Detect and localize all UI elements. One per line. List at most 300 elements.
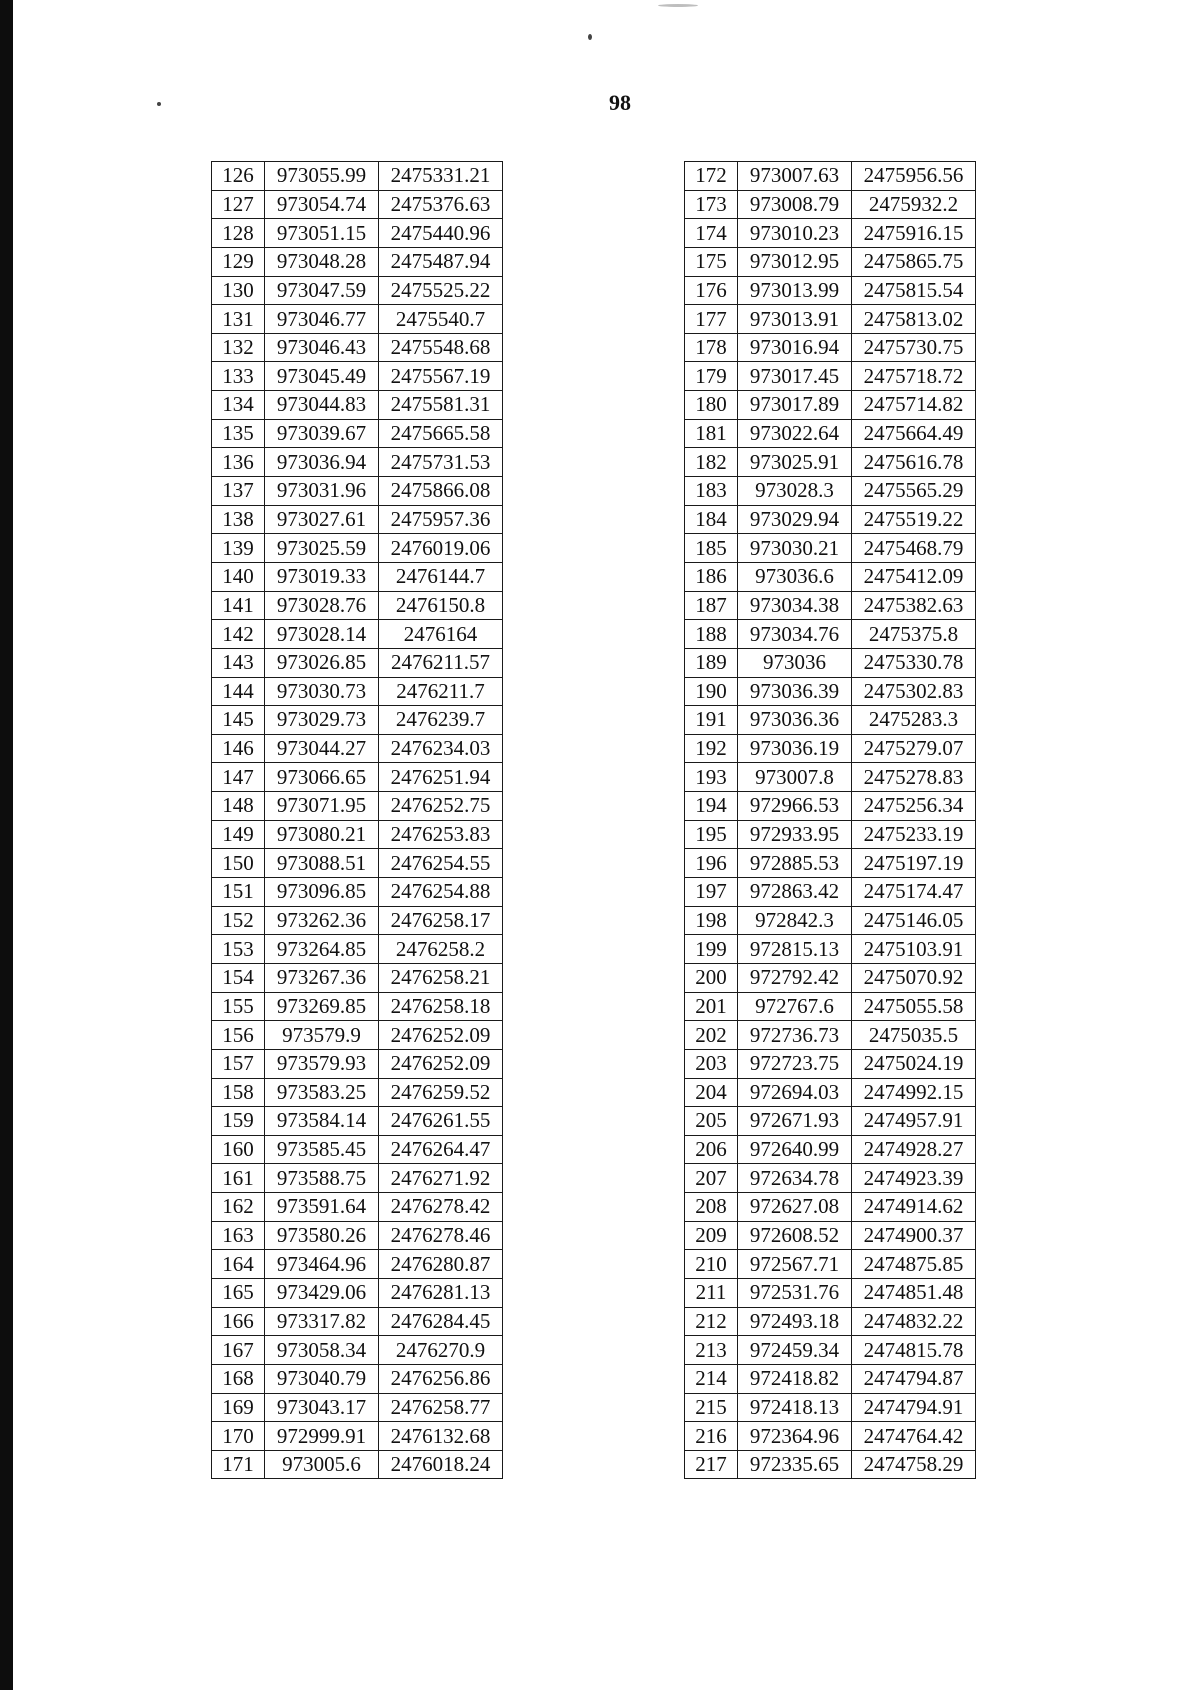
table-row <box>685 820 976 849</box>
point-number-cell: 150 <box>212 849 265 878</box>
y-coordinate-cell: 2475146.05 <box>852 906 976 935</box>
x-coordinate-cell: 973036.39 <box>738 677 852 706</box>
y-coordinate-cell: 2474923.39 <box>852 1164 976 1193</box>
y-coordinate-cell: 2476164 <box>379 620 503 649</box>
point-number-cell: 212 <box>685 1307 738 1336</box>
x-coordinate-cell: 972567.71 <box>738 1250 852 1279</box>
point-number-cell: 208 <box>685 1193 738 1222</box>
point-number-cell: 172 <box>685 162 738 191</box>
table-row <box>685 591 976 620</box>
x-coordinate-cell: 973044.83 <box>265 391 379 420</box>
table-row <box>212 562 503 591</box>
point-number-cell: 157 <box>212 1049 265 1078</box>
coordinates-table-body <box>685 162 976 1479</box>
y-coordinate-cell: 2476271.92 <box>379 1164 503 1193</box>
y-coordinate-cell: 2476132.68 <box>379 1422 503 1451</box>
y-coordinate-cell: 2476281.13 <box>379 1278 503 1307</box>
point-number-cell: 203 <box>685 1049 738 1078</box>
point-number-cell: 163 <box>212 1221 265 1250</box>
point-number-cell: 186 <box>685 562 738 591</box>
table-row <box>212 734 503 763</box>
table-row <box>685 1107 976 1136</box>
point-number-cell: 185 <box>685 534 738 563</box>
table-row <box>685 190 976 219</box>
x-coordinate-cell: 973071.95 <box>265 792 379 821</box>
x-coordinate-cell: 973058.34 <box>265 1336 379 1365</box>
y-coordinate-cell: 2476264.47 <box>379 1135 503 1164</box>
point-number-cell: 154 <box>212 963 265 992</box>
x-coordinate-cell: 973019.33 <box>265 562 379 591</box>
x-coordinate-cell: 973036.36 <box>738 706 852 735</box>
table-row <box>212 763 503 792</box>
table-row <box>212 448 503 477</box>
table-row <box>212 534 503 563</box>
table-row <box>685 219 976 248</box>
point-number-cell: 188 <box>685 620 738 649</box>
y-coordinate-cell: 2476278.46 <box>379 1221 503 1250</box>
point-number-cell: 176 <box>685 276 738 305</box>
table-row <box>212 333 503 362</box>
x-coordinate-cell: 973055.99 <box>265 162 379 191</box>
point-number-cell: 149 <box>212 820 265 849</box>
x-coordinate-cell: 973022.64 <box>738 419 852 448</box>
y-coordinate-cell: 2475302.83 <box>852 677 976 706</box>
y-coordinate-cell: 2475581.31 <box>379 391 503 420</box>
point-number-cell: 214 <box>685 1364 738 1393</box>
x-coordinate-cell: 973012.95 <box>738 247 852 276</box>
x-coordinate-cell: 973585.45 <box>265 1135 379 1164</box>
point-number-cell: 207 <box>685 1164 738 1193</box>
table-row <box>685 1393 976 1422</box>
x-coordinate-cell: 972694.03 <box>738 1078 852 1107</box>
point-number-cell: 179 <box>685 362 738 391</box>
point-number-cell: 201 <box>685 992 738 1021</box>
y-coordinate-cell: 2476211.7 <box>379 677 503 706</box>
point-number-cell: 143 <box>212 648 265 677</box>
point-number-cell: 164 <box>212 1250 265 1279</box>
table-row <box>212 1422 503 1451</box>
table-row <box>212 878 503 907</box>
point-number-cell: 145 <box>212 706 265 735</box>
point-number-cell: 132 <box>212 333 265 362</box>
table-row <box>212 792 503 821</box>
point-number-cell: 175 <box>685 247 738 276</box>
x-coordinate-cell: 973013.99 <box>738 276 852 305</box>
x-coordinate-cell: 973036.19 <box>738 734 852 763</box>
table-row <box>685 706 976 735</box>
y-coordinate-cell: 2476258.18 <box>379 992 503 1021</box>
point-number-cell: 202 <box>685 1021 738 1050</box>
point-number-cell: 160 <box>212 1135 265 1164</box>
y-coordinate-cell: 2476258.21 <box>379 963 503 992</box>
point-number-cell: 131 <box>212 305 265 334</box>
point-number-cell: 148 <box>212 792 265 821</box>
y-coordinate-cell: 2475376.63 <box>379 190 503 219</box>
table-row <box>685 247 976 276</box>
y-coordinate-cell: 2476261.55 <box>379 1107 503 1136</box>
y-coordinate-cell: 2474957.91 <box>852 1107 976 1136</box>
y-coordinate-cell: 2476258.2 <box>379 935 503 964</box>
y-coordinate-cell: 2476144.7 <box>379 562 503 591</box>
y-coordinate-cell: 2474900.37 <box>852 1221 976 1250</box>
x-coordinate-cell: 973054.74 <box>265 190 379 219</box>
y-coordinate-cell: 2476259.52 <box>379 1078 503 1107</box>
y-coordinate-cell: 2474794.91 <box>852 1393 976 1422</box>
table-row <box>212 963 503 992</box>
x-coordinate-cell: 973013.91 <box>738 305 852 334</box>
x-coordinate-cell: 973016.94 <box>738 333 852 362</box>
x-coordinate-cell: 973039.67 <box>265 419 379 448</box>
x-coordinate-cell: 973025.59 <box>265 534 379 563</box>
table-row <box>212 591 503 620</box>
point-number-cell: 152 <box>212 906 265 935</box>
point-number-cell: 216 <box>685 1422 738 1451</box>
x-coordinate-cell: 973579.93 <box>265 1049 379 1078</box>
y-coordinate-cell: 2476252.09 <box>379 1049 503 1078</box>
point-number-cell: 155 <box>212 992 265 1021</box>
table-row <box>212 1336 503 1365</box>
x-coordinate-cell: 972815.13 <box>738 935 852 964</box>
table-row <box>212 162 503 191</box>
y-coordinate-cell: 2476254.88 <box>379 878 503 907</box>
y-coordinate-cell: 2476256.86 <box>379 1364 503 1393</box>
x-coordinate-cell: 973031.96 <box>265 477 379 506</box>
table-row <box>212 477 503 506</box>
table-row <box>212 620 503 649</box>
y-coordinate-cell: 2475540.7 <box>379 305 503 334</box>
table-row <box>685 1021 976 1050</box>
x-coordinate-cell: 973584.14 <box>265 1107 379 1136</box>
y-coordinate-cell: 2475233.19 <box>852 820 976 849</box>
point-number-cell: 187 <box>685 591 738 620</box>
x-coordinate-cell: 973040.79 <box>265 1364 379 1393</box>
x-coordinate-cell: 973583.25 <box>265 1078 379 1107</box>
table-row <box>685 362 976 391</box>
x-coordinate-cell: 973045.49 <box>265 362 379 391</box>
y-coordinate-cell: 2475174.47 <box>852 878 976 907</box>
y-coordinate-cell: 2475865.75 <box>852 247 976 276</box>
x-coordinate-cell: 973027.61 <box>265 505 379 534</box>
x-coordinate-cell: 973047.59 <box>265 276 379 305</box>
point-number-cell: 206 <box>685 1135 738 1164</box>
x-coordinate-cell: 973046.77 <box>265 305 379 334</box>
y-coordinate-cell: 2475565.29 <box>852 477 976 506</box>
table-row <box>212 190 503 219</box>
y-coordinate-cell: 2474815.78 <box>852 1336 976 1365</box>
x-coordinate-cell: 972723.75 <box>738 1049 852 1078</box>
point-number-cell: 197 <box>685 878 738 907</box>
point-number-cell: 142 <box>212 620 265 649</box>
y-coordinate-cell: 2475278.83 <box>852 763 976 792</box>
point-number-cell: 127 <box>212 190 265 219</box>
point-number-cell: 137 <box>212 477 265 506</box>
table-row <box>685 1450 976 1479</box>
y-coordinate-cell: 2475567.19 <box>379 362 503 391</box>
x-coordinate-cell: 973028.14 <box>265 620 379 649</box>
y-coordinate-cell: 2474928.27 <box>852 1135 976 1164</box>
point-number-cell: 198 <box>685 906 738 935</box>
x-coordinate-cell: 973030.21 <box>738 534 852 563</box>
x-coordinate-cell: 972671.93 <box>738 1107 852 1136</box>
x-coordinate-cell: 972634.78 <box>738 1164 852 1193</box>
x-coordinate-cell: 973017.89 <box>738 391 852 420</box>
table-row <box>212 906 503 935</box>
point-number-cell: 170 <box>212 1422 265 1451</box>
x-coordinate-cell: 973429.06 <box>265 1278 379 1307</box>
x-coordinate-cell: 973066.65 <box>265 763 379 792</box>
table-row <box>685 1336 976 1365</box>
point-number-cell: 161 <box>212 1164 265 1193</box>
table-row <box>685 1135 976 1164</box>
table-row <box>685 162 976 191</box>
x-coordinate-cell: 972767.6 <box>738 992 852 1021</box>
point-number-cell: 139 <box>212 534 265 563</box>
y-coordinate-cell: 2474875.85 <box>852 1250 976 1279</box>
y-coordinate-cell: 2475665.58 <box>379 419 503 448</box>
x-coordinate-cell: 972418.13 <box>738 1393 852 1422</box>
y-coordinate-cell: 2476253.83 <box>379 820 503 849</box>
point-number-cell: 178 <box>685 333 738 362</box>
y-coordinate-cell: 2476018.24 <box>379 1450 503 1479</box>
table-row <box>212 849 503 878</box>
table-row <box>685 763 976 792</box>
x-coordinate-cell: 973317.82 <box>265 1307 379 1336</box>
x-coordinate-cell: 973029.73 <box>265 706 379 735</box>
x-coordinate-cell: 973030.73 <box>265 677 379 706</box>
point-number-cell: 184 <box>685 505 738 534</box>
scan-left-edge-shadow <box>0 0 13 1690</box>
y-coordinate-cell: 2475932.2 <box>852 190 976 219</box>
y-coordinate-cell: 2475813.02 <box>852 305 976 334</box>
x-coordinate-cell: 973080.21 <box>265 820 379 849</box>
y-coordinate-cell: 2475957.36 <box>379 505 503 534</box>
y-coordinate-cell: 2475279.07 <box>852 734 976 763</box>
x-coordinate-cell: 972531.76 <box>738 1278 852 1307</box>
x-coordinate-cell: 973464.96 <box>265 1250 379 1279</box>
x-coordinate-cell: 972885.53 <box>738 849 852 878</box>
x-coordinate-cell: 973269.85 <box>265 992 379 1021</box>
y-coordinate-cell: 2475468.79 <box>852 534 976 563</box>
y-coordinate-cell: 2476252.09 <box>379 1021 503 1050</box>
y-coordinate-cell: 2476280.87 <box>379 1250 503 1279</box>
table-row <box>212 505 503 534</box>
table-row <box>212 419 503 448</box>
table-row <box>212 391 503 420</box>
y-coordinate-cell: 2474764.42 <box>852 1422 976 1451</box>
y-coordinate-cell: 2476019.06 <box>379 534 503 563</box>
point-number-cell: 180 <box>685 391 738 420</box>
x-coordinate-cell: 973028.76 <box>265 591 379 620</box>
point-number-cell: 210 <box>685 1250 738 1279</box>
y-coordinate-cell: 2474851.48 <box>852 1278 976 1307</box>
x-coordinate-cell: 973005.6 <box>265 1450 379 1479</box>
y-coordinate-cell: 2474832.22 <box>852 1307 976 1336</box>
y-coordinate-cell: 2474914.62 <box>852 1193 976 1222</box>
x-coordinate-cell: 973048.28 <box>265 247 379 276</box>
point-number-cell: 183 <box>685 477 738 506</box>
y-coordinate-cell: 2474794.87 <box>852 1364 976 1393</box>
table-row <box>685 448 976 477</box>
table-row <box>212 1450 503 1479</box>
x-coordinate-cell: 972999.91 <box>265 1422 379 1451</box>
point-number-cell: 204 <box>685 1078 738 1107</box>
x-coordinate-cell: 973036.94 <box>265 448 379 477</box>
table-row <box>212 1021 503 1050</box>
x-coordinate-cell: 972608.52 <box>738 1221 852 1250</box>
table-row <box>685 878 976 907</box>
x-coordinate-cell: 973051.15 <box>265 219 379 248</box>
table-row <box>212 935 503 964</box>
y-coordinate-cell: 2475487.94 <box>379 247 503 276</box>
table-row <box>685 1164 976 1193</box>
y-coordinate-cell: 2475519.22 <box>852 505 976 534</box>
point-number-cell: 141 <box>212 591 265 620</box>
table-row <box>212 305 503 334</box>
table-row <box>685 1307 976 1336</box>
point-number-cell: 153 <box>212 935 265 964</box>
x-coordinate-cell: 973043.17 <box>265 1393 379 1422</box>
point-number-cell: 165 <box>212 1278 265 1307</box>
point-number-cell: 215 <box>685 1393 738 1422</box>
y-coordinate-cell: 2475331.21 <box>379 162 503 191</box>
table-row <box>212 648 503 677</box>
y-coordinate-cell: 2475664.49 <box>852 419 976 448</box>
point-number-cell: 162 <box>212 1193 265 1222</box>
y-coordinate-cell: 2475375.8 <box>852 620 976 649</box>
x-coordinate-cell: 973267.36 <box>265 963 379 992</box>
y-coordinate-cell: 2475330.78 <box>852 648 976 677</box>
point-number-cell: 177 <box>685 305 738 334</box>
y-coordinate-cell: 2475730.75 <box>852 333 976 362</box>
point-number-cell: 134 <box>212 391 265 420</box>
table-row <box>212 1307 503 1336</box>
x-coordinate-cell: 972364.96 <box>738 1422 852 1451</box>
table-row <box>685 391 976 420</box>
x-coordinate-cell: 972640.99 <box>738 1135 852 1164</box>
point-number-cell: 129 <box>212 247 265 276</box>
point-number-cell: 189 <box>685 648 738 677</box>
x-coordinate-cell: 973029.94 <box>738 505 852 534</box>
point-number-cell: 140 <box>212 562 265 591</box>
table-row <box>685 1221 976 1250</box>
y-coordinate-cell: 2476239.7 <box>379 706 503 735</box>
x-coordinate-cell: 973034.76 <box>738 620 852 649</box>
y-coordinate-cell: 2476211.57 <box>379 648 503 677</box>
x-coordinate-cell: 972418.82 <box>738 1364 852 1393</box>
point-number-cell: 182 <box>685 448 738 477</box>
y-coordinate-cell: 2475866.08 <box>379 477 503 506</box>
point-number-cell: 211 <box>685 1278 738 1307</box>
x-coordinate-cell: 972792.42 <box>738 963 852 992</box>
y-coordinate-cell: 2475103.91 <box>852 935 976 964</box>
y-coordinate-cell: 2475956.56 <box>852 162 976 191</box>
x-coordinate-cell: 973088.51 <box>265 849 379 878</box>
x-coordinate-cell: 972627.08 <box>738 1193 852 1222</box>
x-coordinate-cell: 973017.45 <box>738 362 852 391</box>
point-number-cell: 146 <box>212 734 265 763</box>
coordinates-table-body <box>212 162 503 1479</box>
y-coordinate-cell: 2475382.63 <box>852 591 976 620</box>
point-number-cell: 133 <box>212 362 265 391</box>
y-coordinate-cell: 2476258.77 <box>379 1393 503 1422</box>
point-number-cell: 217 <box>685 1450 738 1479</box>
x-coordinate-cell: 973580.26 <box>265 1221 379 1250</box>
scan-speck <box>658 4 698 7</box>
table-row <box>212 1135 503 1164</box>
table-row <box>212 362 503 391</box>
table-row <box>212 992 503 1021</box>
y-coordinate-cell: 2476270.9 <box>379 1336 503 1365</box>
table-row <box>685 963 976 992</box>
y-coordinate-cell: 2475718.72 <box>852 362 976 391</box>
point-number-cell: 151 <box>212 878 265 907</box>
table-row <box>212 1078 503 1107</box>
y-coordinate-cell: 2476150.8 <box>379 591 503 620</box>
y-coordinate-cell: 2475548.68 <box>379 333 503 362</box>
x-coordinate-cell: 973007.8 <box>738 763 852 792</box>
table-row <box>212 1193 503 1222</box>
table-row <box>685 333 976 362</box>
table-row <box>685 992 976 1021</box>
table-row <box>685 1193 976 1222</box>
table-row <box>212 1049 503 1078</box>
table-row <box>685 562 976 591</box>
x-coordinate-cell: 972493.18 <box>738 1307 852 1336</box>
table-row <box>685 477 976 506</box>
y-coordinate-cell: 2475283.3 <box>852 706 976 735</box>
table-row <box>212 1278 503 1307</box>
table-row <box>212 820 503 849</box>
point-number-cell: 190 <box>685 677 738 706</box>
table-row <box>685 1422 976 1451</box>
x-coordinate-cell: 973579.9 <box>265 1021 379 1050</box>
x-coordinate-cell: 973036.6 <box>738 562 852 591</box>
y-coordinate-cell: 2475256.34 <box>852 792 976 821</box>
y-coordinate-cell: 2476258.17 <box>379 906 503 935</box>
x-coordinate-cell: 973588.75 <box>265 1164 379 1193</box>
point-number-cell: 168 <box>212 1364 265 1393</box>
x-coordinate-cell: 972459.34 <box>738 1336 852 1365</box>
point-number-cell: 169 <box>212 1393 265 1422</box>
table-row <box>685 935 976 964</box>
table-row <box>685 620 976 649</box>
table-row <box>685 1278 976 1307</box>
point-number-cell: 128 <box>212 219 265 248</box>
y-coordinate-cell: 2474992.15 <box>852 1078 976 1107</box>
point-number-cell: 173 <box>685 190 738 219</box>
table-row <box>685 419 976 448</box>
table-row <box>685 534 976 563</box>
table-row <box>685 1049 976 1078</box>
point-number-cell: 136 <box>212 448 265 477</box>
x-coordinate-cell: 973028.3 <box>738 477 852 506</box>
y-coordinate-cell: 2476284.45 <box>379 1307 503 1336</box>
table-row <box>685 1364 976 1393</box>
table-row <box>212 706 503 735</box>
y-coordinate-cell: 2475714.82 <box>852 391 976 420</box>
y-coordinate-cell: 2475412.09 <box>852 562 976 591</box>
table-row <box>212 276 503 305</box>
table-row <box>212 219 503 248</box>
table-row <box>685 906 976 935</box>
y-coordinate-cell: 2476234.03 <box>379 734 503 763</box>
point-number-cell: 144 <box>212 677 265 706</box>
y-coordinate-cell: 2475035.5 <box>852 1021 976 1050</box>
y-coordinate-cell: 2475055.58 <box>852 992 976 1021</box>
point-number-cell: 213 <box>685 1336 738 1365</box>
point-number-cell: 159 <box>212 1107 265 1136</box>
point-number-cell: 192 <box>685 734 738 763</box>
